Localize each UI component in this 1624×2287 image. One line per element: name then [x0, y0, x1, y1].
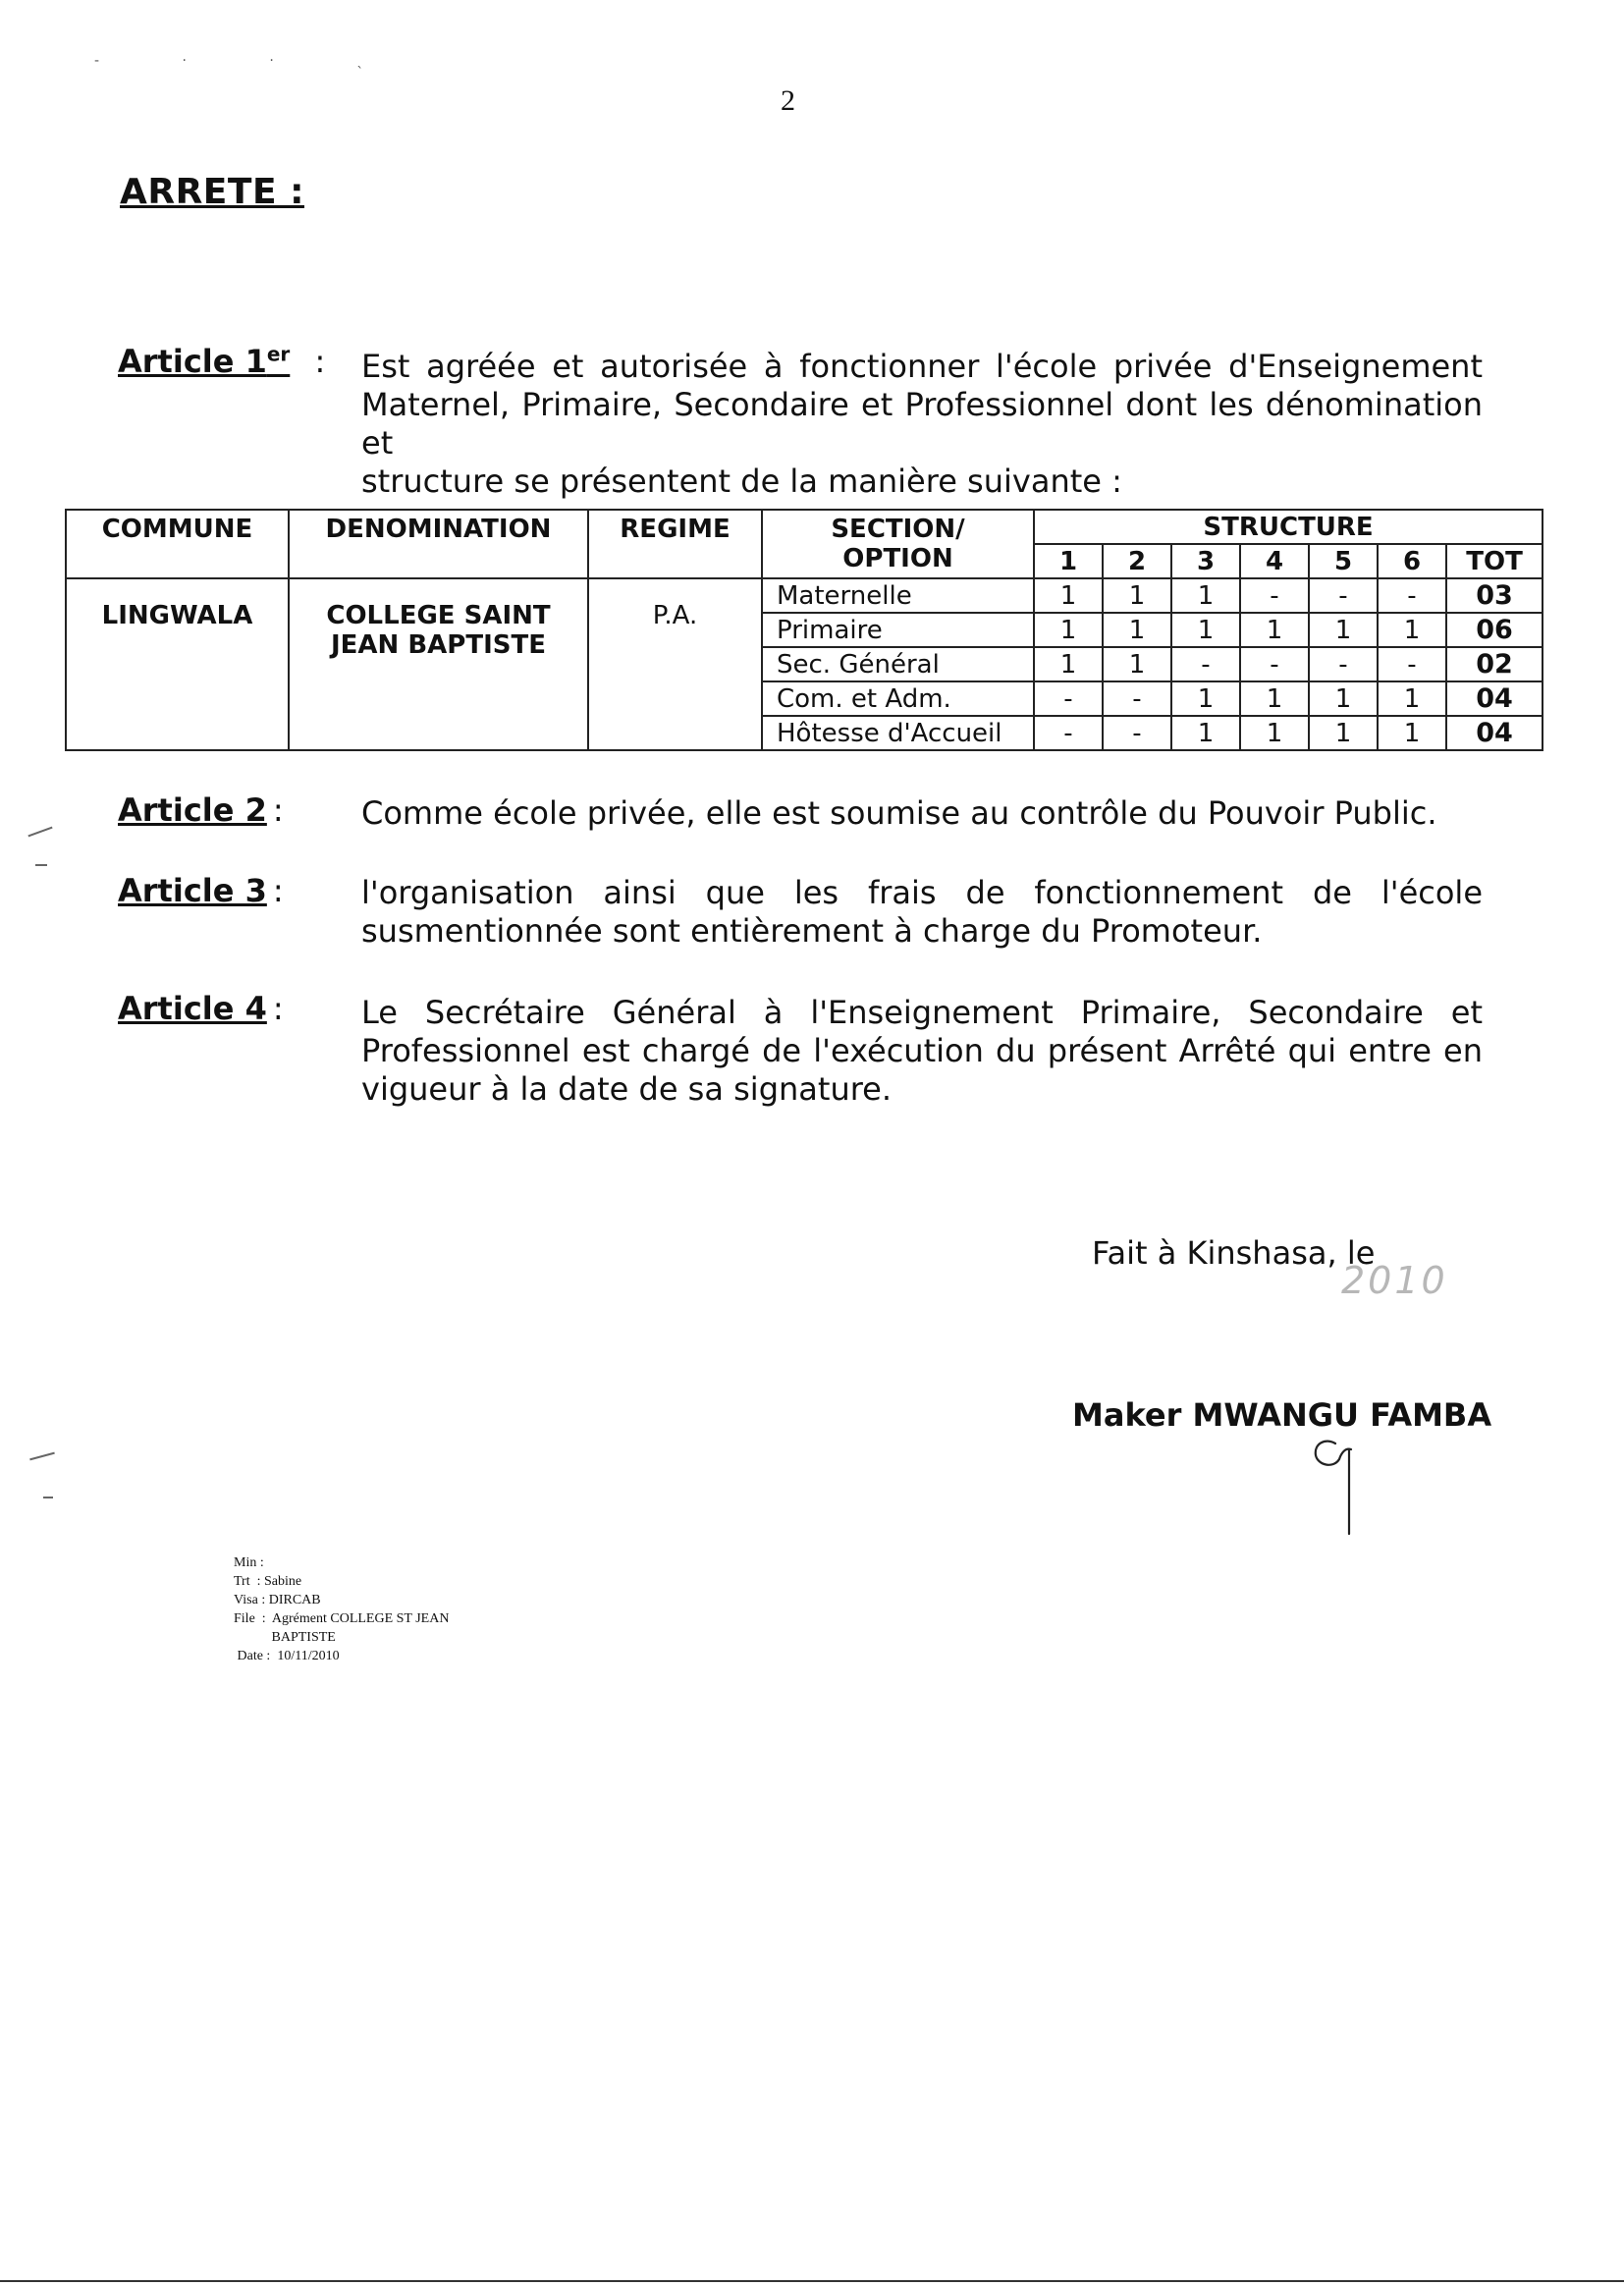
header-col-3: 3 [1171, 544, 1240, 578]
value-cell: 1 [1171, 613, 1240, 647]
header-col-tot: TOT [1446, 544, 1543, 578]
header-col-6: 6 [1378, 544, 1446, 578]
value-cell: - [1378, 578, 1446, 613]
regime-cell: P.A. [588, 578, 762, 750]
value-cell: - [1309, 578, 1378, 613]
table-row [66, 578, 1543, 613]
value-cell: 1 [1103, 647, 1171, 681]
value-cell: - [1103, 716, 1171, 750]
page-number: 2 [781, 84, 795, 117]
edge-tick [35, 864, 47, 866]
value-cell: 1 [1378, 716, 1446, 750]
header-structure: STRUCTURE [1034, 510, 1543, 544]
article-4-text: Le Secrétaire Général à l'Enseignement Primaire, Secondaire et Professionnel est chargé de l'exécution du présent Arrêté qui entre en vigueur à la date de sa signature. [361, 994, 1483, 1108]
value-cell: 1 [1103, 613, 1171, 647]
value-cell: 1 [1034, 647, 1103, 681]
header-commune: COMMUNE [66, 510, 289, 578]
article-2-label: Article 2 : [118, 791, 284, 829]
header-col-5: 5 [1309, 544, 1378, 578]
value-cell: 1 [1103, 578, 1171, 613]
section-cell: Hôtesse d'Accueil [762, 716, 1034, 750]
value-cell: 1 [1240, 681, 1309, 716]
article-4-label: Article 4 : [118, 990, 284, 1027]
page-title: ARRETE : [120, 172, 304, 212]
edge-tick [29, 1452, 55, 1461]
value-cell: 1 [1309, 613, 1378, 647]
value-cell: 1 [1171, 716, 1240, 750]
date-stamp: 2010 [1341, 1259, 1448, 1302]
value-cell: 1 [1240, 716, 1309, 750]
value-cell: - [1034, 681, 1103, 716]
value-cell: 1 [1034, 613, 1103, 647]
header-col-4: 4 [1240, 544, 1309, 578]
bottom-rule [0, 2280, 1624, 2282]
total-cell: 03 [1446, 578, 1543, 613]
article-2-text: Comme école privée, elle est soumise au contrôle du Pouvoir Public. [361, 794, 1437, 832]
commune-cell: LINGWALA [66, 578, 289, 750]
value-cell: - [1171, 647, 1240, 681]
header-denomination: DENOMINATION [289, 510, 588, 578]
structure-table [65, 509, 1543, 751]
value-cell: - [1240, 647, 1309, 681]
value-cell: - [1034, 716, 1103, 750]
section-cell: Sec. Général [762, 647, 1034, 681]
section-cell: Maternelle [762, 578, 1034, 613]
value-cell: 1 [1240, 613, 1309, 647]
total-cell: 04 [1446, 716, 1543, 750]
value-cell: 1 [1309, 681, 1378, 716]
section-cell: Com. et Adm. [762, 681, 1034, 716]
scan-marks: - · · ˎ [94, 53, 404, 69]
article-3-text: l'organisation ainsi que les frais de fonctionnement de l'école susmentionnée sont entièrement à charge du Promoteur. [361, 874, 1483, 950]
section-cell: Primaire [762, 613, 1034, 647]
header-col-2: 2 [1103, 544, 1171, 578]
value-cell: 1 [1378, 681, 1446, 716]
total-cell: 02 [1446, 647, 1543, 681]
value-cell: - [1378, 647, 1446, 681]
total-cell: 06 [1446, 613, 1543, 647]
footer-note: Min : Trt : Sabine Visa : DIRCAB File : Agrément COLLEGE ST JEAN BAPTISTE Date : 10/11/2010 [234, 1555, 450, 1663]
article-1-text: Est agréée et autorisée à fonctionner l'école privée d'Enseignement Maternel, Primaire, Secondaire et Professionnel dont les dénomination et structure se présentent de la manière suivante : [361, 348, 1483, 500]
value-cell: 1 [1378, 613, 1446, 647]
place-date: Fait à Kinshasa, le [1092, 1234, 1376, 1272]
edge-tick [27, 827, 52, 838]
value-cell: - [1309, 647, 1378, 681]
total-cell: 04 [1446, 681, 1543, 716]
article-3-label: Article 3 : [118, 872, 284, 909]
edge-tick [43, 1497, 53, 1498]
value-cell: 1 [1171, 681, 1240, 716]
signatory-name: Maker MWANGU FAMBA [1072, 1396, 1492, 1434]
article-1-label: Article 1er : [118, 342, 326, 380]
header-section-option: SECTION/ OPTION [762, 510, 1034, 578]
header-regime: REGIME [588, 510, 762, 578]
signature-mark [1306, 1436, 1365, 1544]
denomination-cell: COLLEGE SAINT JEAN BAPTISTE [289, 578, 588, 750]
value-cell: 1 [1309, 716, 1378, 750]
value-cell: 1 [1171, 578, 1240, 613]
header-col-1: 1 [1034, 544, 1103, 578]
value-cell: - [1103, 681, 1171, 716]
value-cell: - [1240, 578, 1309, 613]
value-cell: 1 [1034, 578, 1103, 613]
